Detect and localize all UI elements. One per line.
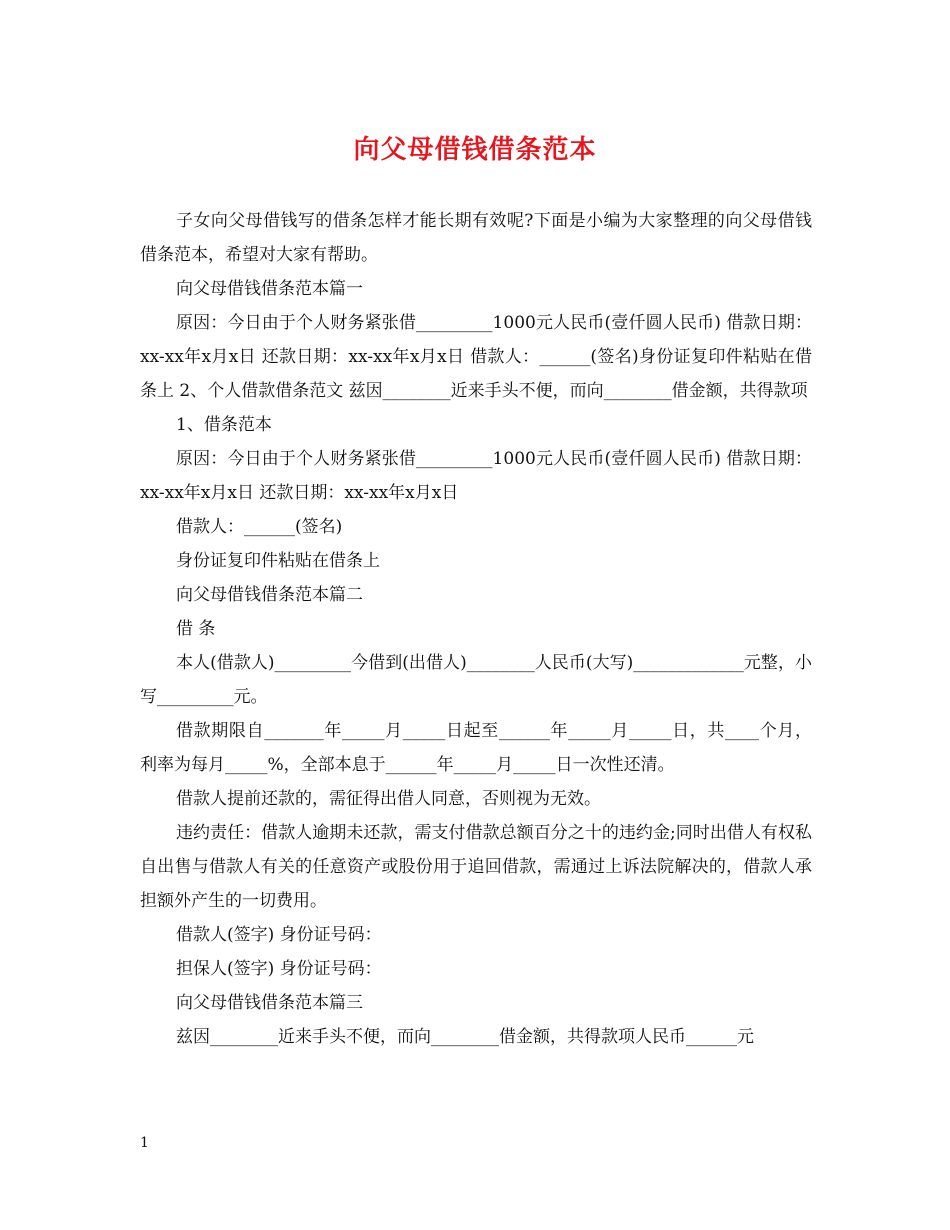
body-paragraph: 借款人提前还款的，需征得出借人同意，否则视为无效。 [176, 789, 601, 809]
body-paragraph: 原因：今日由于个人财务紧张借_________1000元人民币(壹仟圆人民币) 借款日期：xx-xx年x月x日 还款日期：xx-xx年x月x日 借款人：______(签名)身份证复印件粘贴在借条上 2、个人借款借条范文 兹因________近来手头不便，而向________借金额，共得款项 [140, 313, 812, 401]
body-paragraph: 原因：今日由于个人财务紧张借_________1000元人民币(壹仟圆人民币) 借款日期：xx-xx年x月x日 还款日期：xx-xx年x月x日 [140, 449, 812, 503]
section-heading-one: 向父母借钱借条范本篇一 [176, 279, 363, 299]
document-body [140, 204, 812, 1054]
signature-line: 借款人(签字) 身份证号码： [176, 925, 382, 945]
iou-heading: 借 条 [176, 619, 216, 639]
signature-line: 担保人(签字) 身份证号码： [176, 959, 382, 979]
body-paragraph: 违约责任：借款人逾期未还款，需支付借款总额百分之十的违约金;同时出借人有权私自出售与借款人有关的任意资产或股份用于追回借款，需通过上诉法院解决的，借款人承担额外产生的一切费用。 [140, 823, 812, 911]
body-paragraph: 借款人：______(签名) [176, 517, 343, 537]
document-title: 向父母借钱借条范本 [353, 135, 597, 165]
body-paragraph: 借款期限自_______年_____月_____日起至______年_____月_____日，共____个月，利率为每月_____%，全部本息于______年_____月_____日一次性还清。 [140, 721, 812, 775]
body-paragraph: 1、借条范本 [176, 415, 272, 435]
section-heading-two: 向父母借钱借条范本篇二 [176, 585, 363, 605]
body-paragraph: 兹因________近来手头不便，而向________借金额，共得款项人民币______元 [176, 1027, 754, 1047]
body-paragraph: 身份证复印件粘贴在借条上 [176, 551, 380, 571]
body-paragraph: 本人(借款人)_________今借到(出借人)________人民币(大写)_____________元整，小写_________元。 [140, 653, 812, 707]
intro-paragraph: 子女向父母借钱写的借条怎样才能长期有效呢?下面是小编为大家整理的向父母借钱借条范本，希望对大家有帮助。 [140, 211, 812, 265]
section-heading-three: 向父母借钱借条范本篇三 [176, 993, 363, 1013]
page-number: 1 [140, 1135, 149, 1151]
